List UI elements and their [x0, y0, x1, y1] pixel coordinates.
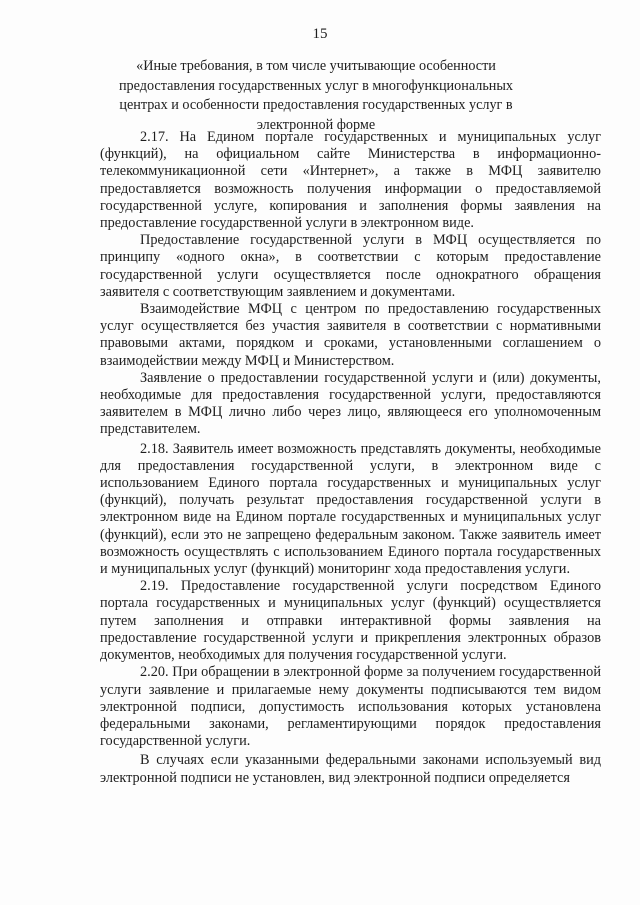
- paragraph-signature-type: В случаях если указанными федеральными законами используемый вид электронной подписи не установлен, вид электронной подписи определяется: [100, 752, 601, 786]
- paragraph-mfc-interaction: Взаимодействие МФЦ с центром по предоставлению государственных услуг осуществляется без участия заявителя в соответствии с нормативными правовыми актами, порядком и сроками, установленными соглашением о взаимодействии между МФЦ и Министерством.: [100, 301, 601, 369]
- document-body: [100, 129, 601, 787]
- paragraph-2-18: 2.18. Заявитель имеет возможность представлять документы, необходимые для предоставления государственной услуги, в электронном виде с использованием Единого портала государственных и муниципальных услуг (функций), получать результат предоставления государственной услуги в электронном виде на Едином портале государственных и муниципальных услуг (функций), если это не запрещено федеральным законом. Также заявитель имеет возможность осуществлять с использованием Единого портала государственных и муниципальных услуг (функций) мониторинг хода предоставления услуги.: [100, 440, 601, 578]
- paragraph-2-17: 2.17. На Едином портале государственных и муниципальных услуг (функций), на официальном сайте Министерства в информационно-телекоммуникационной сети «Интернет», а также в МФЦ заявителю предоставляется возможность получения информации о предоставляемой государственной услуге, копирования и заполнения формы заявления на предоставление государственной услуги в электронном виде.: [100, 129, 601, 232]
- page-number: 15: [312, 26, 328, 42]
- section-heading: «Иные требования, в том числе учитывающие особенности предоставления государственных услуг в многофункциональных центрах и особенности предоставления государственных услуг в электронной форме: [118, 58, 514, 133]
- paragraph-2-19: 2.19. Предоставление государственной услуги посредством Единого портала государственных и муниципальных услуг (функций) осуществляется путем заполнения и отправки интерактивной формы заявления на предоставление государственной услуги и прикрепления электронных образов документов, необходимых для получения государственной услуги.: [100, 578, 601, 664]
- paragraph-application-submission: Заявление о предоставлении государственной услуги и (или) документы, необходимые для предоставления государственной услуги, предоставляются заявителем в МФЦ лично либо через лицо, являющееся его уполномоченным представителем.: [100, 369, 601, 438]
- paragraph-one-window: Предоставление государственной услуги в МФЦ осуществляется по принципу «одного окна», в соответствии с которым предоставление государственной услуги осуществляется после однократного обращения заявителя с соответствующим заявлением и документами.: [100, 232, 601, 300]
- paragraph-2-20: 2.20. При обращении в электронной форме за получением государственной услуги заявление и прилагаемые нему документы подписываются тем видом электронной подписи, допустимость использования которых установлена федеральными законами, регламентирующими порядок предоставления государственной услуги.: [100, 664, 601, 750]
